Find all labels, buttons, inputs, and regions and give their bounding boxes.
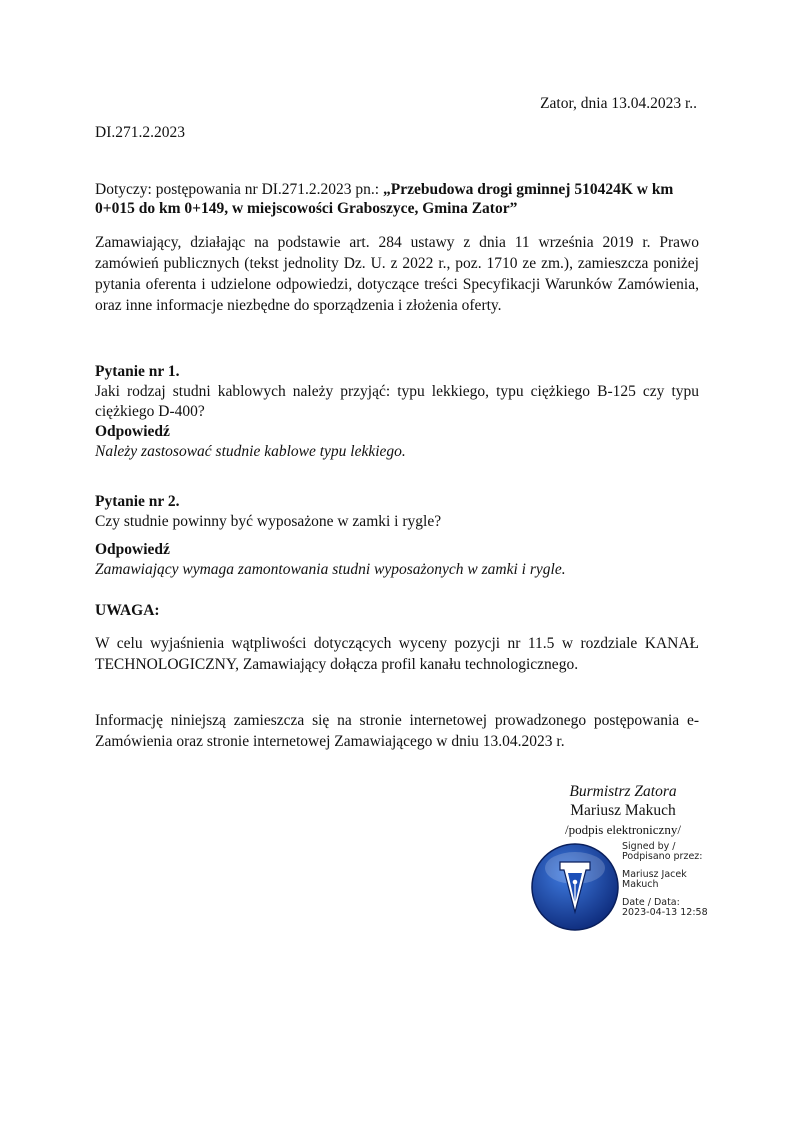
answer-heading: Odpowiedź <box>95 423 170 440</box>
subject-title-line2: 0+015 do km 0+149, w miejscowości Graboszyce, Gmina Zator” <box>95 200 518 217</box>
signed-by-label-2: Podpisano przez: <box>622 851 703 862</box>
warning-heading: UWAGA: <box>95 602 160 619</box>
question-heading: Pytanie nr 1. <box>95 363 180 380</box>
answer-heading: Odpowiedź <box>95 541 170 558</box>
signer-title: Burmistrz Zatora <box>569 783 677 800</box>
answer-text: Należy zastosować studnie kablowe typu lekkiego. <box>95 443 406 460</box>
reference-number: DI.271.2.2023 <box>95 124 185 141</box>
signature-name-1: Mariusz Jacek <box>622 869 687 880</box>
warning-block <box>95 600 699 675</box>
signer-block <box>548 782 698 839</box>
question-text: Czy studnie powinny być wyposażone w zamki i rygle? <box>95 513 442 530</box>
date-value: 2023-04-13 12:58 <box>622 907 708 918</box>
date-label: Date / Data: <box>622 897 680 908</box>
document-date: Zator, dnia 13.04.2023 r.. <box>540 95 697 112</box>
question-block-1 <box>95 362 699 462</box>
subject-title-line1: „Przebudowa drogi gminnej 510424K w km <box>383 181 674 198</box>
warning-text: W celu wyjaśnienia wątpliwości dotyczących wyceny pozycji nr 11.5 w rozdziale KANAŁ TECHNOLOGICZNY, Zamawiający dołącza profil kanału technologicznego. <box>95 635 699 673</box>
subject-prefix: Dotyczy: postępowania nr DI.271.2.2023 pn.: <box>95 181 383 198</box>
question-heading: Pytanie nr 2. <box>95 493 180 510</box>
signer-name: Mariusz Makuch <box>570 802 676 819</box>
signature-details <box>622 842 708 918</box>
signature-name-2: Makuch <box>622 879 659 890</box>
signed-by-label-1: Signed by / <box>622 841 676 852</box>
question-block-2 <box>95 492 699 580</box>
answer-text: Zamawiający wymaga zamontowania studni wyposażonych w zamki i rygle. <box>95 561 566 578</box>
subject-paragraph <box>95 180 699 218</box>
signer-note: /podpis elektroniczny/ <box>565 822 681 837</box>
fountain-pen-seal-icon <box>530 842 620 932</box>
info-paragraph: Informację niniejszą zamieszcza się na stronie internetowej prowadzonego postępowania e-Zamówienia oraz stronie internetowej Zamawiającego w dniu 13.04.2023 r. <box>95 712 699 750</box>
intro-paragraph: Zamawiający, działając na podstawie art. 284 ustawy z dnia 11 września 2019 r. Prawo zamówień publicznych (tekst jednolity Dz. U. z 2022 r., poz. 1710 ze zm.), zamieszcza poniżej pytania oferenta i udzielone odpowiedzi, dotyczące treści Specyfikacji Warunków Zamówienia, oraz inne informacje niezbędne do sporządzenia i złożenia oferty. <box>95 234 699 314</box>
question-text: Jaki rodzaj studni kablowych należy przyjąć: typu lekkiego, typu ciężkiego B-125 czy typu ciężkiego D-400? <box>95 383 699 420</box>
